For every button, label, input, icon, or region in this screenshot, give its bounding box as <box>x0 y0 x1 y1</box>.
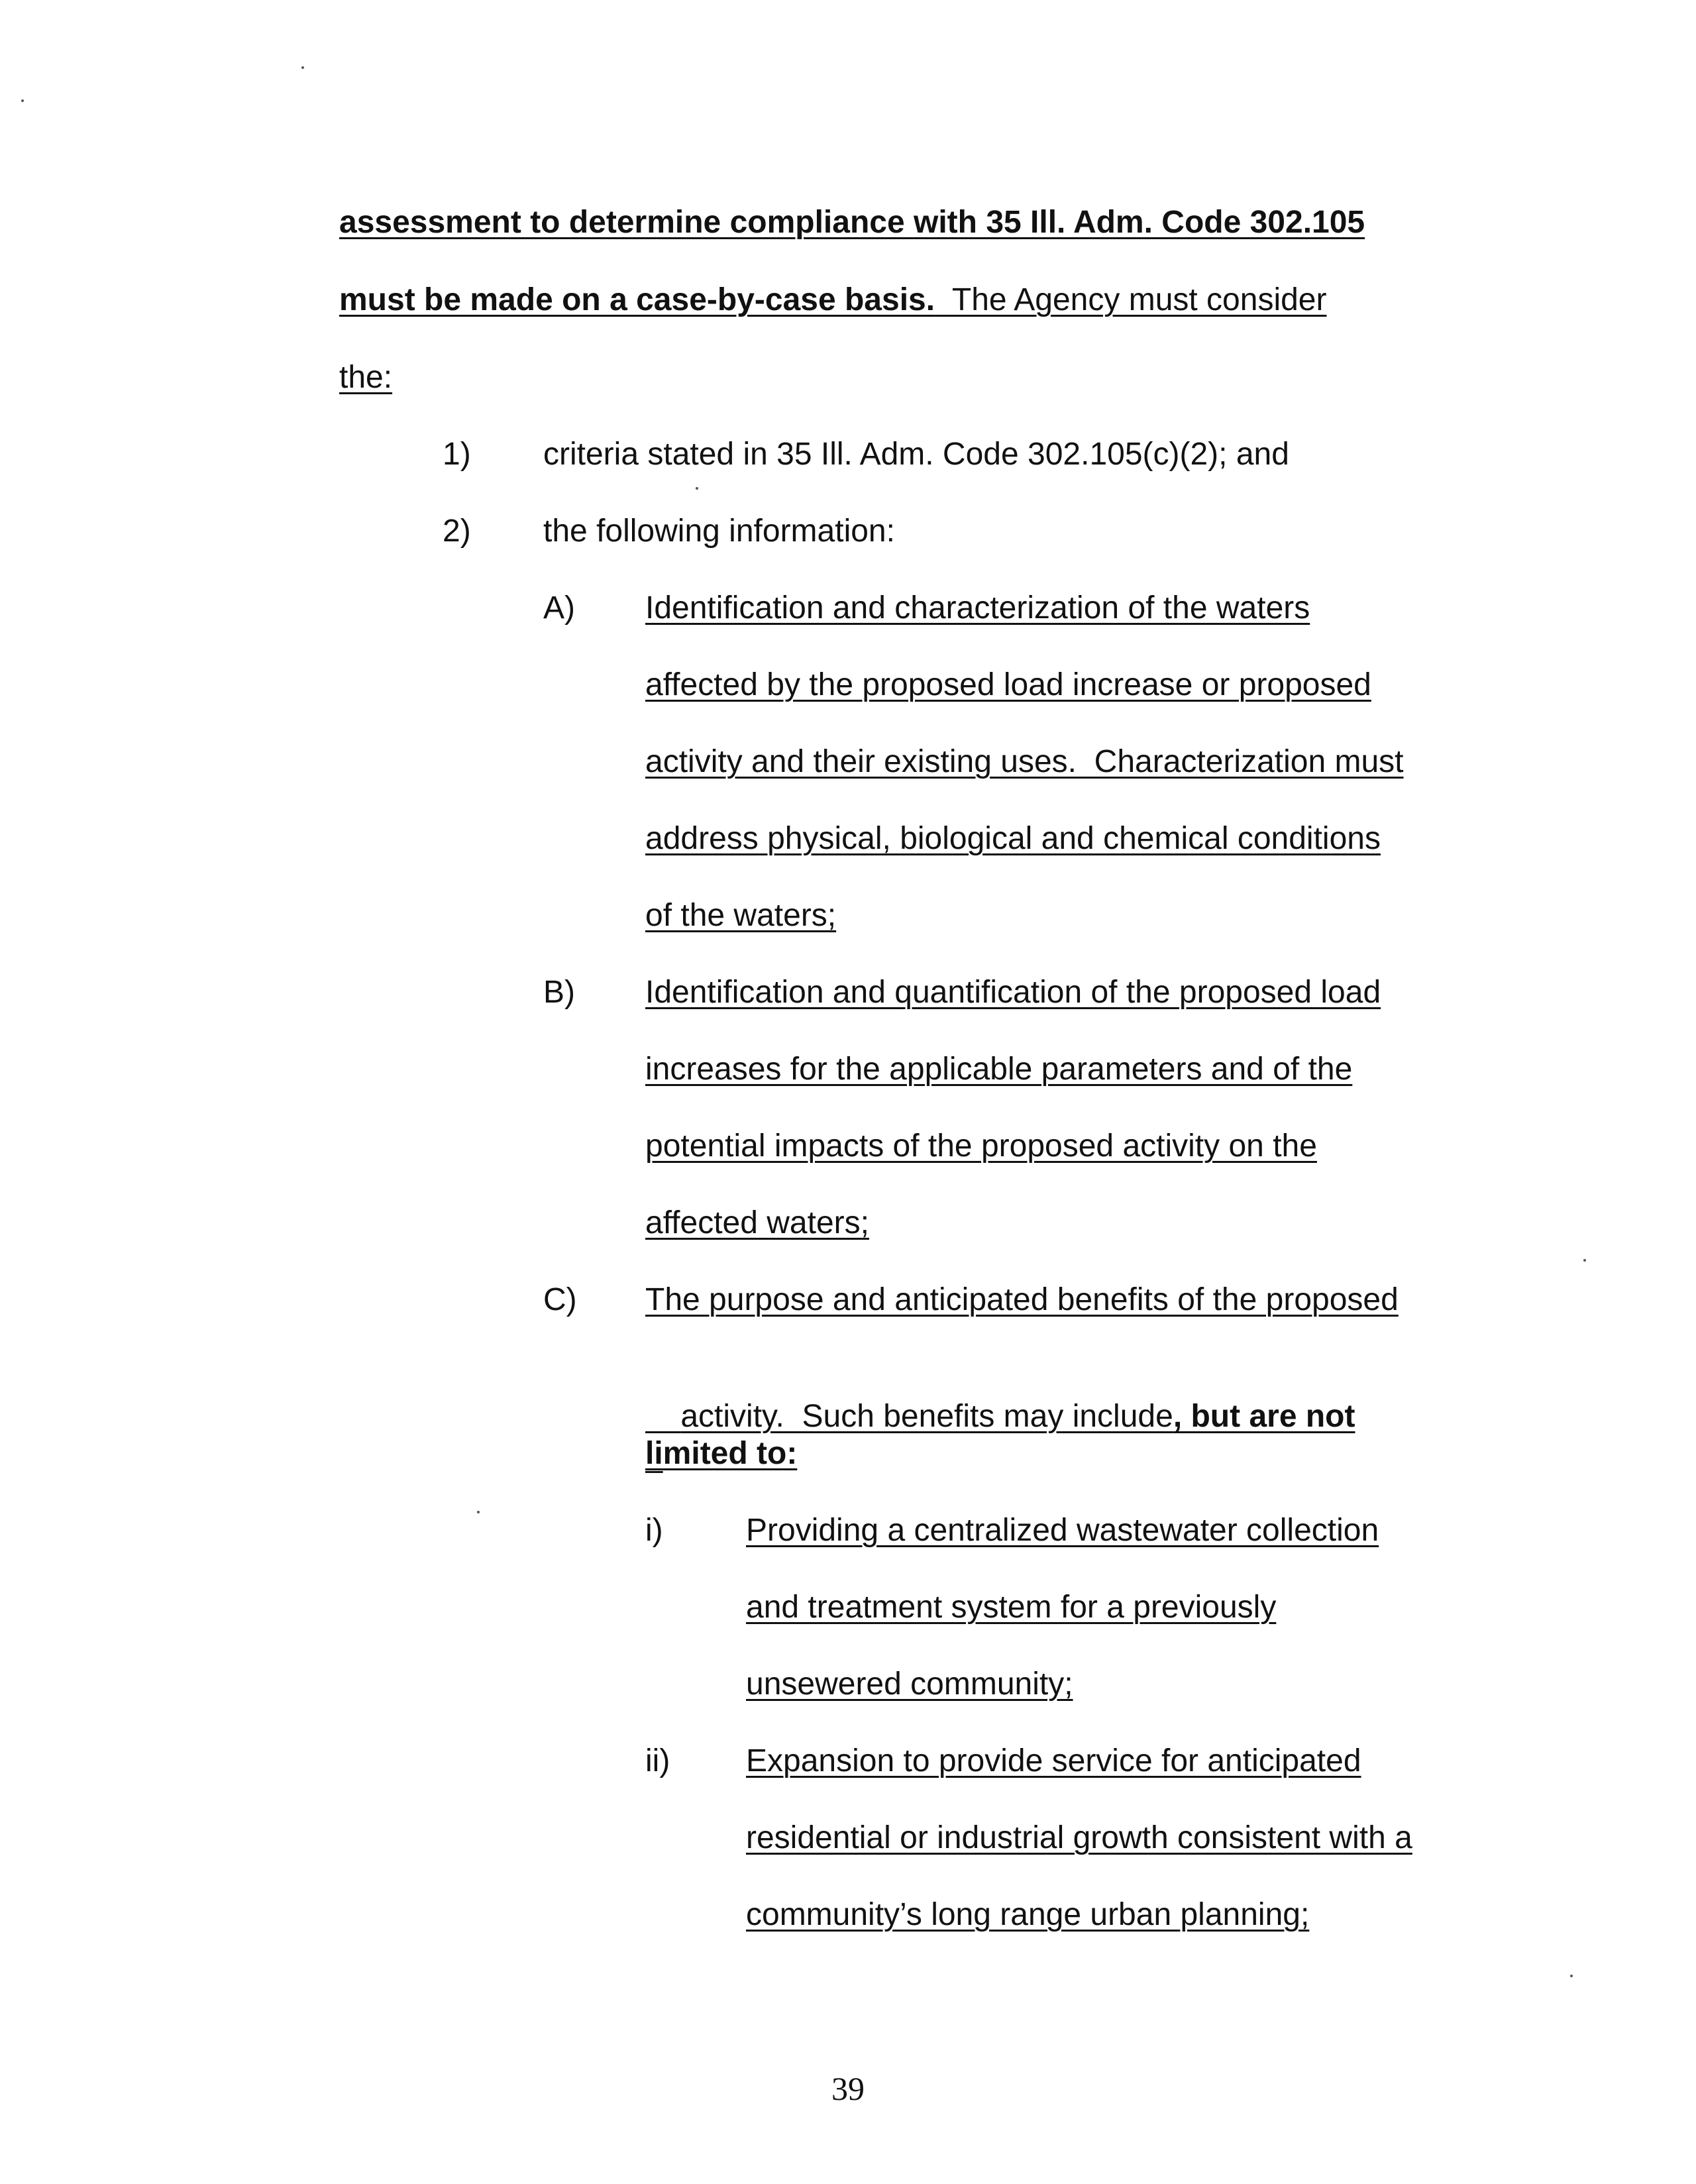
scan-speck <box>477 1511 480 1513</box>
intro-line-3: the: <box>339 360 393 395</box>
subsubitem-i-line: and treatment system for a previously <box>746 1590 1277 1625</box>
subitem-a-line: activity and their existing uses. Characterization must <box>645 744 1404 779</box>
intro-line-2 <box>339 280 1326 320</box>
subitem-a-marker: A) <box>543 590 575 626</box>
item-1-marker: 1) <box>443 437 471 472</box>
subitem-b-line: Identification and quantification of the proposed load <box>645 975 1381 1010</box>
scan-speck <box>301 66 304 69</box>
scan-speck <box>696 487 698 490</box>
scan-speck <box>1570 1975 1573 1977</box>
subitem-a-line: affected by the proposed load increase or proposed <box>645 667 1371 702</box>
subsubitem-ii-line: residential or industrial growth consistent with a <box>746 1820 1412 1855</box>
subsubitem-ii-line: community’s long range urban planning; <box>746 1897 1310 1932</box>
subitem-b-line: affected waters; <box>645 1205 869 1240</box>
subitem-c-line-2-plain: activity. Such benefits may include <box>680 1399 1173 1434</box>
subitem-c-marker: C) <box>543 1282 577 1317</box>
scan-speck <box>21 99 24 102</box>
intro-line-2-rest: The Agency must consider <box>935 282 1327 317</box>
intro-line-1: assessment to determine compliance with 35 Ill. Adm. Code 302.105 <box>339 205 1365 240</box>
subitem-a-line: address physical, biological and chemical conditions <box>645 821 1381 856</box>
item-2-marker: 2) <box>443 514 471 549</box>
subsubitem-i-marker: i) <box>645 1513 663 1548</box>
subsubitem-ii-line: Expansion to provide service for anticipated <box>746 1743 1361 1778</box>
item-1-text: criteria stated in 35 Ill. Adm. Code 302.105(c)(2); and <box>543 437 1289 472</box>
subitem-c-line-2-bold: , but are not <box>1173 1399 1355 1434</box>
page-number: 39 <box>831 2070 865 2107</box>
subsubitem-i-line: unsewered community; <box>746 1666 1073 1702</box>
subitem-c-line-3: limited to: <box>645 1436 798 1471</box>
intro-line-2-bold: must be made on a case-by-case basis. <box>339 282 935 317</box>
subitem-a-line: of the waters; <box>645 898 837 933</box>
subitem-b-marker: B) <box>543 975 575 1010</box>
subitem-b-line: potential impacts of the proposed activity on the <box>645 1128 1317 1164</box>
subitem-a-line: Identification and characterization of the waters <box>645 590 1310 626</box>
subitem-c-line-1: The purpose and anticipated benefits of the proposed <box>645 1282 1399 1317</box>
subsubitem-i-line: Providing a centralized wastewater collection <box>746 1513 1379 1548</box>
subsubitem-ii-marker: ii) <box>645 1743 670 1778</box>
scan-speck <box>1583 1259 1586 1262</box>
subitem-b-line: increases for the applicable parameters and of the <box>645 1052 1353 1087</box>
item-2-text: the following information: <box>543 514 895 549</box>
